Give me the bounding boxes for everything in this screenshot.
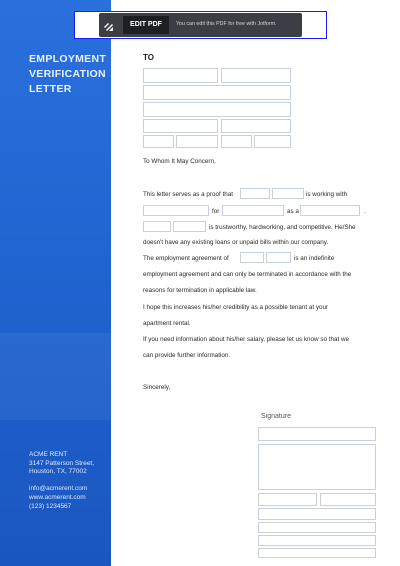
signer-phone-field[interactable] [258,535,376,546]
recipient-city-field[interactable] [143,119,218,133]
recipient-state-field[interactable] [221,119,291,133]
recipient-phone-field[interactable] [221,135,252,148]
title-line-2: VERIFICATION [29,68,106,80]
recipient-company-field[interactable] [143,85,291,100]
position-field[interactable] [300,205,360,216]
edit-pdf-button[interactable]: EDIT PDF [123,16,169,34]
recipient-heading: TO [143,53,154,62]
company-address-line1: 3147 Patterson Street, [29,459,95,467]
title-line-1: EMPLOYMENT [29,53,107,65]
company-name: ACME RENT [29,451,68,458]
employee-first-name-field[interactable] [240,188,270,199]
p3-line2: apartment rental. [143,320,191,327]
signer-last-name-field[interactable] [320,493,376,506]
signer-email-field[interactable] [258,548,376,558]
recipient-street-field[interactable] [143,102,291,117]
signer-title-field[interactable] [258,508,376,520]
company-address-line2: Houston, TX, 77002 [29,468,87,476]
employee-first-name-2-field[interactable] [143,221,171,232]
p1-for: for [212,208,220,215]
p2-indef: is an indefinite [294,255,335,262]
duration-field[interactable] [222,205,284,216]
signer-name-field[interactable] [258,427,376,441]
agreement-first-name-field[interactable] [240,252,264,263]
banner-message: You can edit this PDF for free with Jotform. [176,21,277,27]
p1-loans: doesn't have any existing loans or unpaid bills within our company. [143,239,329,246]
p1-as: as a [287,208,299,215]
closing: Sincerely, [143,384,171,391]
p4-line1: If you need information about his/her salary, please let us know so that we [143,336,350,343]
company-email: info@acmerent.com [29,485,88,493]
sidebar-band [0,333,111,420]
agreement-last-name-field[interactable] [266,252,291,263]
p2-start: The employment agreement of [143,255,229,262]
signature-label: Signature [261,413,291,420]
p1-period: . [364,208,366,215]
employee-last-name-2-field[interactable] [173,221,206,232]
p4-line2: can provide further information. [143,352,231,359]
document-title [29,52,109,97]
signer-company-field[interactable] [258,522,376,533]
sidebar-panel [0,0,111,566]
company-phone: (123) 1234567 [29,502,72,510]
p2-line2: employment agreement and can only be terminated in accordance with the [143,271,352,278]
employee-last-name-field[interactable] [272,188,304,199]
p1-trust: is trustworthy, hardworking, and competitive. He/She [209,224,356,231]
p3-line1: I hope this increases his/her credibility as a possible tenant at your [143,304,329,311]
recipient-email-field[interactable] [254,135,291,148]
recipient-zip-field[interactable] [143,135,174,148]
salutation: To Whom It May Concern, [143,158,216,165]
recipient-country-field[interactable] [176,135,218,148]
banner-bar [99,13,302,37]
jotform-logo-icon [103,19,115,31]
company-info [29,451,94,511]
p1-working: is working with [306,191,347,198]
signature-pad[interactable] [258,444,376,490]
company-website: www.acmerent.com [29,493,86,501]
edit-pdf-banner [74,11,327,39]
signer-first-name-field[interactable] [258,493,317,506]
recipient-first-name-field[interactable] [143,68,218,83]
p2-line3: reasons for termination in applicable law. [143,287,257,294]
recipient-last-name-field[interactable] [221,68,291,83]
p1-start: This letter serves as a proof that [143,191,233,198]
company-field[interactable] [143,205,209,216]
title-line-3: LETTER [29,83,72,95]
